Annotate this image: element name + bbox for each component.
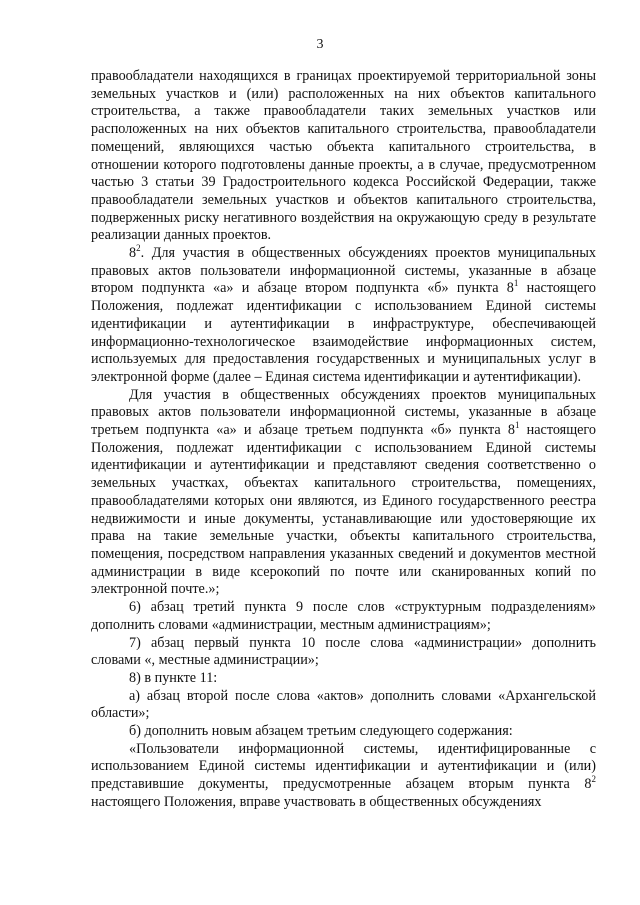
paragraph bbox=[91, 245, 596, 387]
text-run: . Для участия в общественных обсуждениях проектов муниципальных правовых актов пользователи информационной системы, указанные в абзаце втором подпункта «а» и абзаце втором подпункта «б» пункта 8 bbox=[91, 245, 596, 297]
page-number: 3 bbox=[316, 37, 324, 52]
superscript: 1 bbox=[513, 278, 519, 289]
paragraph: 6) абзац третий пункта 9 после слов «структурным подразделениям» дополнить словами «администрации, местным администрациям»; bbox=[91, 599, 596, 633]
superscript: 2 bbox=[136, 243, 141, 254]
text-run: настоящего Положения, подлежат идентификации с использованием Единой системы идентификации и аутентификации в инфраструктуре, обеспечивающей информационно-технологическое взаимодействие информационных систем, используемых для предоставления государственных и муниципальных услуг в электронной форме (далее – Единая система идентификации и аутентификации). bbox=[91, 280, 596, 385]
document-body bbox=[91, 68, 596, 812]
paragraph: 7) абзац первый пункта 10 после слова «администрации» дополнить словами «, местные администрации»; bbox=[91, 634, 596, 669]
superscript: 2 bbox=[591, 774, 596, 785]
paragraph: а) абзац второй после слова «актов» дополнить словами «Архангельской области»; bbox=[91, 687, 596, 722]
text-run: настоящего Положения, подлежат идентификации с использованием Единой системы идентификации и аутентификации и представляют сведения соответственно о земельных участках, объектах капитального строительства, помещениях, правообладателями которых они являются, из Единого государственного реестра недвижимости и иные документы, устанавливающие или удостоверяющие их права на такие земельные участки, объекты капитального строительства, помещения, посредством направления указанных сведений и документов местной администрации в виде ксерокопий по почте или сканированных копий по электронной почте.»; bbox=[91, 422, 596, 598]
paragraph: б) дополнить новым абзацем третьим следующего содержания: bbox=[129, 723, 513, 740]
paragraph bbox=[91, 741, 596, 812]
paragraph: правообладатели находящихся в границах проектируемой территориальной зоны земельных участков и (или) расположенных на них объектов капитального строительства, а также правообладатели таких земельных участков или расположенных на них объектов капитального строительства, правообладатели помещений, являющихся частью объекта капитального строительства, в отношении которого подготовлены данные проекты, а в случае, предусмотренном частью 3 статьи 39 Градостроительного кодекса Российской Федерации, также правообладатели земельных участков и объектов капитального строительства, подверженных риску негативного воздействия на окружающую среду в результате реализации данных проектов. bbox=[91, 68, 596, 244]
text-run: Для участия в общественных обсуждениях проектов муниципальных правовых актов пользователи информационной системы, указанные в абзаце третьем подпункта «а» и абзаце третьем подпункта «б» пункта 8 bbox=[91, 386, 596, 439]
paragraph bbox=[91, 387, 596, 599]
text-run: настоящего Положения, вправе участвовать в общественных обсуждениях bbox=[91, 793, 542, 810]
text-run: 8 bbox=[129, 245, 137, 262]
superscript: 1 bbox=[514, 420, 520, 431]
text-run: «Пользователи информационной системы, идентифицированные с использованием Единой системы идентификации и аутентификации и (или) представившие документы, предусмотренные абзацем вторым пункта 8 bbox=[91, 740, 596, 793]
paragraph: 8) в пункте 11: bbox=[129, 669, 218, 686]
